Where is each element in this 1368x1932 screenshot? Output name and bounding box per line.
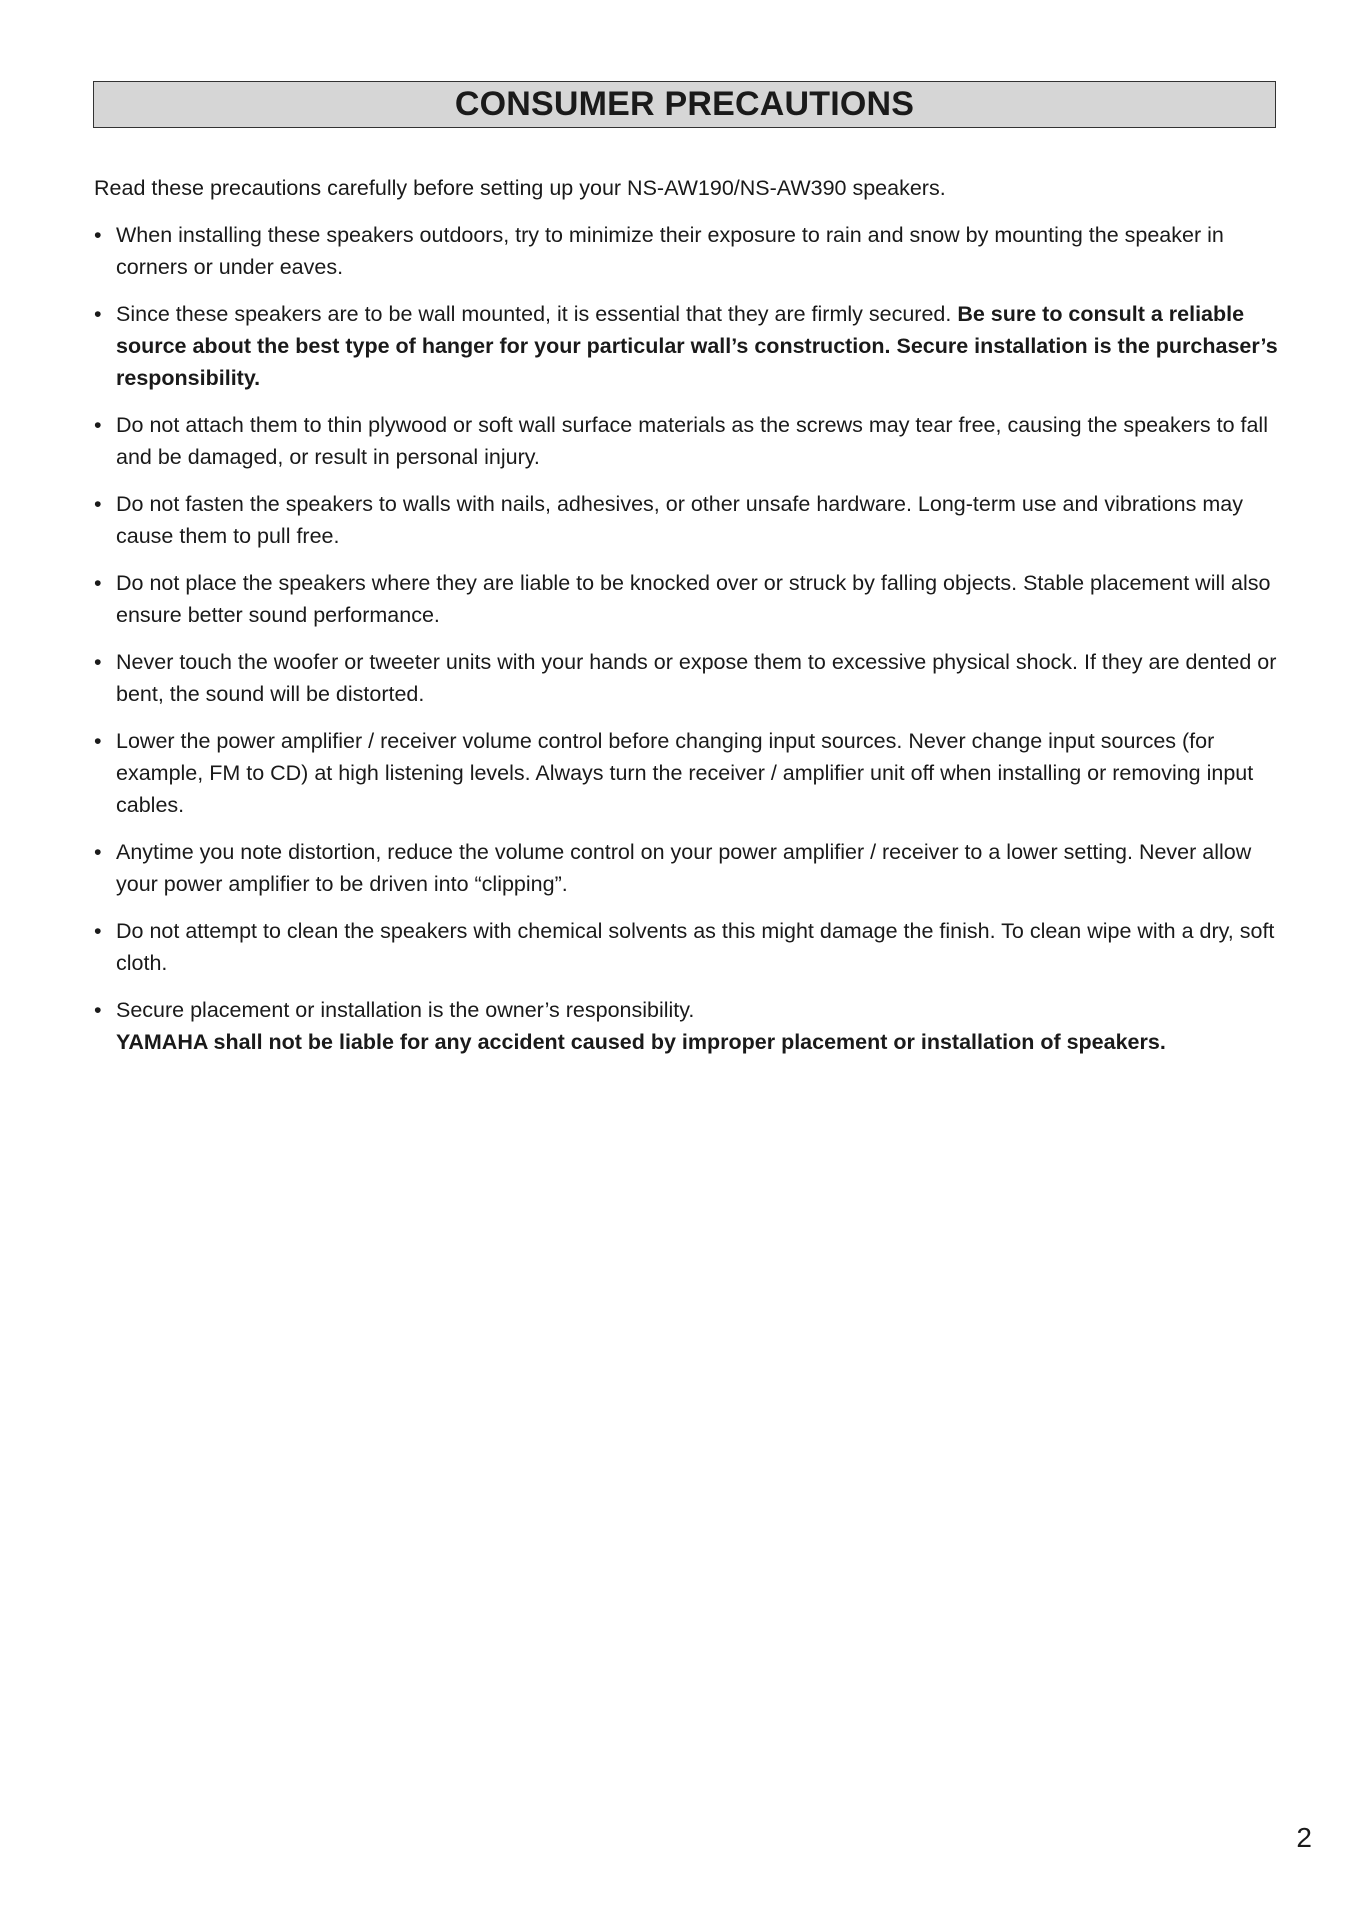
precaution-text: When installing these speakers outdoors, try to minimize their exposure to rain and snow by mounting the speaker in corners or under eaves. [116, 223, 1224, 279]
precaution-item [94, 646, 1284, 710]
bullet-icon: • [94, 919, 102, 943]
precaution-item [94, 567, 1284, 631]
precaution-text: Secure placement or installation is the owner’s responsibility. [116, 998, 695, 1022]
bullet-icon: • [94, 650, 102, 674]
precaution-item [94, 915, 1284, 979]
precaution-text: Do not attach them to thin plywood or soft wall surface materials as the screws may tear free, causing the speakers to fall and be damaged, or result in personal injury. [116, 413, 1268, 469]
bullet-icon: • [94, 571, 102, 595]
precaution-text: Do not fasten the speakers to walls with nails, adhesives, or other unsafe hardware. Long-term use and vibrations may cause them to pull free. [116, 492, 1243, 548]
precaution-item [94, 725, 1284, 821]
bullet-icon: • [94, 413, 102, 437]
precaution-text: Since these speakers are to be wall mounted, it is essential that they are firmly secured. [116, 302, 958, 326]
bullet-icon: • [94, 729, 102, 753]
precaution-bold-text: YAMAHA shall not be liable for any accident caused by improper placement or installation of speakers. [116, 1030, 1166, 1054]
precaution-text: Never touch the woofer or tweeter units with your hands or expose them to excessive physical shock. If they are dented or bent, the sound will be distorted. [116, 650, 1277, 706]
precaution-item [94, 409, 1284, 473]
precaution-item [94, 994, 1284, 1058]
precaution-text: Do not place the speakers where they are liable to be knocked over or struck by falling objects. Stable placement will also ensure better sound performance. [116, 571, 1271, 627]
precaution-item [94, 836, 1284, 900]
page-number: 2 [1296, 1822, 1312, 1853]
intro-paragraph: Read these precautions carefully before setting up your NS-AW190/NS-AW390 speakers. [94, 176, 946, 200]
precaution-text: Anytime you note distortion, reduce the volume control on your power amplifier / receiver to a lower setting. Never allow your power amplifier to be driven into “clipping”. [116, 840, 1252, 896]
page-title: CONSUMER PRECAUTIONS [454, 85, 915, 123]
bullet-icon: • [94, 302, 102, 326]
precaution-text: Do not attempt to clean the speakers with chemical solvents as this might damage the finish. To clean wipe with a dry, soft cloth. [116, 919, 1275, 975]
bullet-icon: • [94, 998, 102, 1022]
bullet-icon: • [94, 492, 102, 516]
precautions-list [94, 219, 1284, 1073]
bullet-icon: • [94, 840, 102, 864]
bullet-icon: • [94, 223, 102, 247]
section-title-box [93, 81, 1276, 128]
precaution-text: Lower the power amplifier / receiver volume control before changing input sources. Never change input sources (for example, FM to CD) at high listening levels. Always turn the receiver / amplifier unit off when installing or removing input cables. [116, 729, 1254, 817]
precaution-item [94, 488, 1284, 552]
precaution-bold-text: Be sure to consult a reliable source about the best type of hanger for your particular wall’s construction. Secure installation is the purchaser’s responsibility. [116, 302, 1278, 390]
precaution-item [94, 219, 1284, 283]
precaution-item [94, 298, 1284, 394]
